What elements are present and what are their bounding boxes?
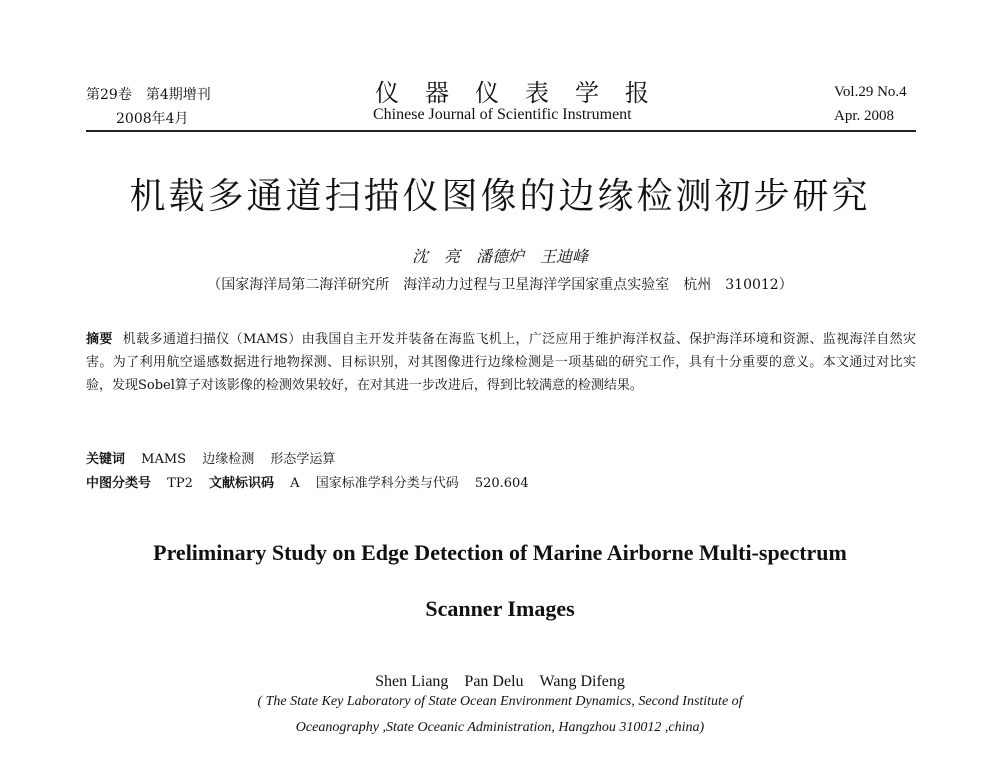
- paper-title-cn: 机载多通道扫描仪图像的边缘检测初步研究: [129, 176, 871, 217]
- paper-title-en-line1: Preliminary Study on Edge Detection of Marine Airborne Multi-spectrum: [153, 540, 847, 565]
- keywords-label: 关键词: [86, 452, 126, 467]
- abstract-cn: [86, 328, 916, 397]
- abstract-text: 机载多通道扫描仪（MAMS）由我国自主开发并装备在海监飞机上，广泛应用于维护海洋权益、保护海洋环境和资源、监视海洋自然灾害。为了利用航空遥感数据进行地物探测、目标识别，对其图像进行边缘检测是一项基础的研究工作，具有十分重要的意义。本文通过对比实验，发现Sobel算子对该影像的检测效果较好，在对其进一步改进后，得到比较满意的检测结果。: [86, 332, 916, 393]
- affiliation-en-line2: Oceanography ,State Oceanic Administration, Hangzhou 310012 ,china): [295, 720, 705, 735]
- affiliation-cn: （国家海洋局第二海洋研究所 海洋动力过程与卫星海洋学国家重点实验室 杭州 310012）: [207, 277, 793, 293]
- keyword-item: 形态学运算: [270, 452, 336, 467]
- std-value: 520.604: [474, 476, 529, 491]
- keyword-item: 边缘检测: [202, 452, 255, 467]
- date-en: Apr. 2008: [834, 108, 894, 124]
- paper-title-en-line2: Scanner Images: [425, 596, 575, 621]
- authors-cn: 沈 亮 潘德炉 王迪峰: [411, 247, 588, 266]
- journal-title-en: Chinese Journal of Scientific Instrument: [373, 106, 632, 123]
- keyword-item: MAMS: [141, 452, 187, 467]
- std-label: 国家标准学科分类与代码: [315, 476, 459, 491]
- clc-label: 中图分类号: [86, 476, 152, 491]
- doc-code-value: A: [290, 476, 300, 491]
- keywords-line: [86, 448, 347, 467]
- doc-code-label: 文献标识码: [209, 476, 275, 491]
- volume-issue-cn: 第29卷 第4期增刊: [86, 87, 211, 103]
- header-rule: [86, 130, 916, 132]
- classification-line: [86, 472, 541, 491]
- clc-value: TP2: [167, 476, 193, 491]
- volume-issue-en: Vol.29 No.4: [834, 84, 907, 100]
- affiliation-en-line1: ( The State Key Laboratory of State Ocean Environment Dynamics, Second Institute of: [257, 694, 743, 709]
- journal-title-cn: 仪器仪表学报: [375, 79, 675, 107]
- abstract-label: 摘要: [86, 332, 113, 347]
- date-cn: 2008年4月: [116, 111, 189, 127]
- authors-en: Shen Liang Pan Delu Wang Difeng: [375, 673, 625, 690]
